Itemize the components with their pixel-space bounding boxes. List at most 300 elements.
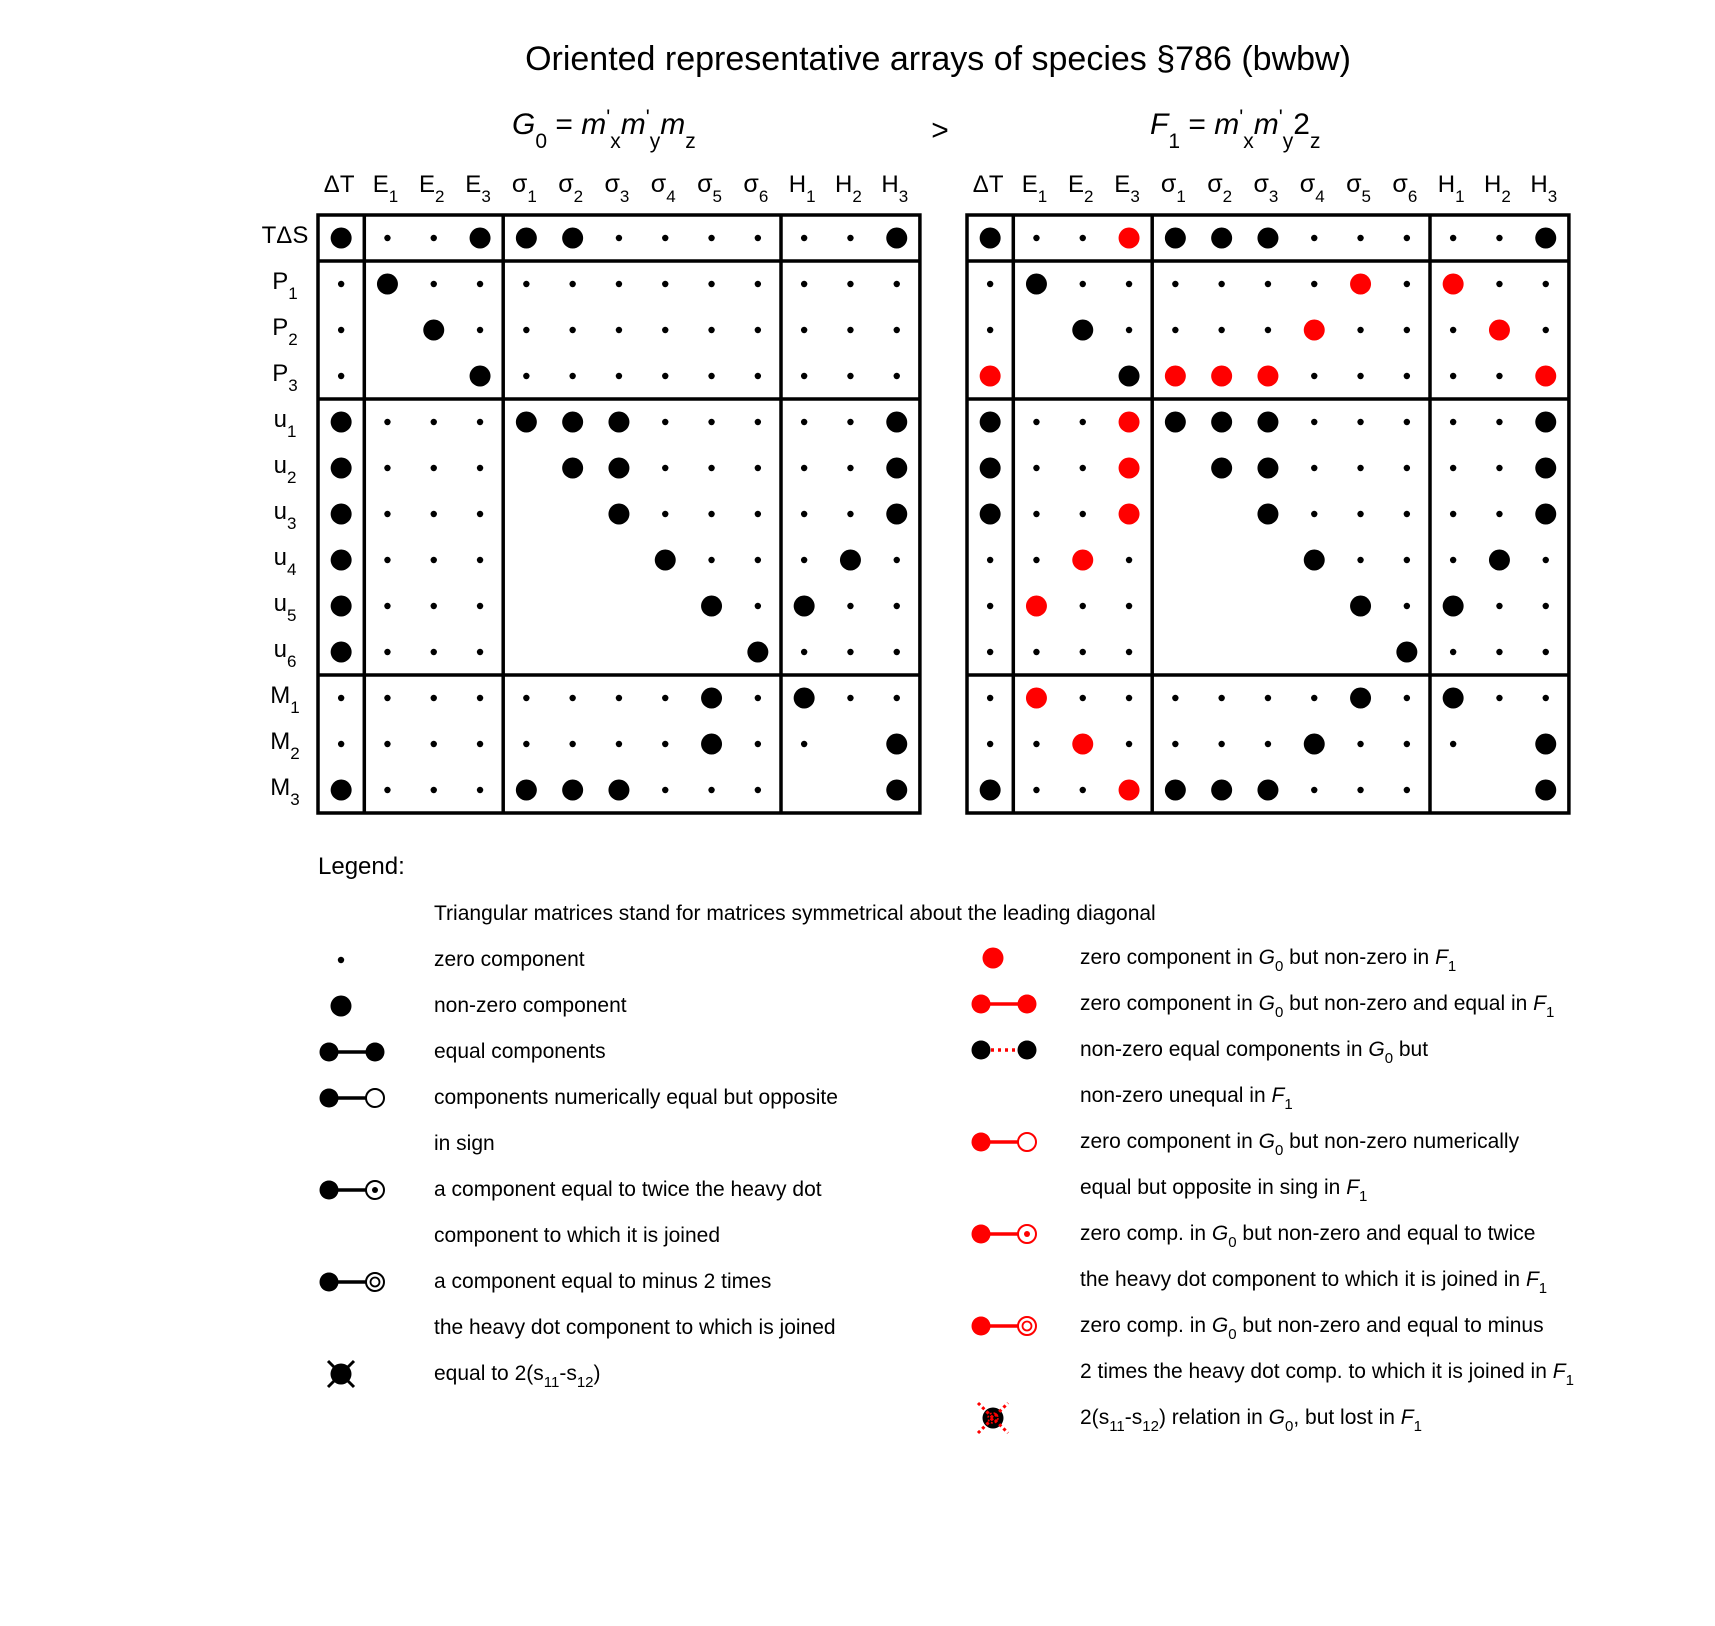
zero-component-dot [1080, 419, 1086, 425]
zero-component-dot [1496, 465, 1502, 471]
zero-component-dot [384, 695, 390, 701]
legend-symbol-dot [366, 1043, 385, 1062]
zero-component-dot [431, 787, 437, 793]
legend-symbol-dot [972, 1317, 991, 1336]
zero-component-dot [431, 695, 437, 701]
legend [318, 853, 1574, 1435]
nonzero-component-dot [980, 412, 1001, 433]
legend-symbol-open-dot [366, 1089, 384, 1107]
legend-symbol-minus-twice-pair [320, 1273, 385, 1292]
nonzero-component-dot [1443, 688, 1464, 709]
zero-component-dot [847, 281, 853, 287]
nonzero-component-dot [886, 412, 907, 433]
zero-component-dot [1080, 511, 1086, 517]
legend-item-text: a component equal to minus 2 times [434, 1270, 772, 1293]
nonzero-component-dot [886, 734, 907, 755]
nonzero-component-dot [886, 780, 907, 801]
zero-component-dot [987, 327, 993, 333]
zero-component-dot [1404, 373, 1410, 379]
zero-component-dot [708, 419, 714, 425]
nonzero-component-dot [331, 412, 352, 433]
zero-component-dot [569, 695, 575, 701]
legend-symbol-red-opposite-pair [972, 1133, 1037, 1152]
zero-component-dot [477, 511, 483, 517]
row-header-u3: $u_3$ [273, 498, 297, 533]
zero-component-dot [662, 465, 668, 471]
zero-component-dot [1080, 649, 1086, 655]
zero-component-dot [1543, 603, 1549, 609]
nonzero-component-dot [1489, 550, 1510, 571]
zero-component-dot [1450, 465, 1456, 471]
nonzero-component-dot [794, 596, 815, 617]
legend-item-text: non-zero component [434, 994, 627, 1017]
zero-component-dot [523, 281, 529, 287]
column-header-H2: $H_2$ [835, 171, 862, 206]
zero-component-dot [1218, 281, 1224, 287]
zero-component-dot [1450, 741, 1456, 747]
new-nonzero-component-dot [1119, 780, 1140, 801]
left-group-formula [512, 106, 696, 153]
nonzero-component-dot [331, 458, 352, 479]
zero-component-dot [1080, 235, 1086, 241]
zero-component-dot [662, 235, 668, 241]
zero-component-dot [384, 649, 390, 655]
formula-text: $F_1 = m'_xm'_y2_z$ [1150, 106, 1321, 153]
nonzero-component-dot [1535, 412, 1556, 433]
row-header-P3: $P_3$ [272, 360, 298, 395]
nonzero-component-dot [980, 458, 1001, 479]
nonzero-component-dot [1535, 458, 1556, 479]
column-header-E3: $E_3$ [1114, 171, 1140, 206]
zero-component-dot [708, 327, 714, 333]
zero-component-dot [1172, 281, 1178, 287]
zero-component-dot [1496, 695, 1502, 701]
column-header-σ6: $\sigma_6$ [1392, 170, 1418, 206]
row-header-M1: $M_1$ [270, 682, 300, 717]
zero-component-dot [431, 465, 437, 471]
zero-component-dot [662, 695, 668, 701]
nonzero-component-dot [608, 458, 629, 479]
nonzero-component-dot [1535, 504, 1556, 525]
legend-item-text: the heavy dot component to which is joined [434, 1316, 836, 1339]
legend-symbol-broken-pair [972, 1041, 1037, 1060]
column-header-σ2: $\sigma_2$ [558, 170, 584, 206]
legend-item-text: non-zero unequal in $F_1$ [1080, 1084, 1293, 1113]
row-header-M3: $M_3$ [270, 774, 300, 809]
zero-component-dot [847, 465, 853, 471]
row-header-u5: $u_5$ [273, 590, 297, 625]
zero-component-dot [1404, 557, 1410, 563]
zero-component-dot [894, 281, 900, 287]
nonzero-component-dot [562, 412, 583, 433]
legend-item-text: equal but opposite in sing in $F_1$ [1080, 1176, 1368, 1205]
zero-component-dot [987, 281, 993, 287]
zero-component-dot [1543, 281, 1549, 287]
zero-component-dot [1404, 603, 1410, 609]
zero-component-dot [431, 649, 437, 655]
zero-component-dot [1450, 511, 1456, 517]
zero-component-dot [1357, 465, 1363, 471]
column-header-σ4: $\sigma_4$ [1299, 170, 1325, 206]
zero-component-dot [1126, 281, 1132, 287]
zero-component-dot [338, 373, 344, 379]
nonzero-component-dot [1396, 642, 1417, 663]
zero-component-dot [1357, 419, 1363, 425]
zero-component-dot [1172, 327, 1178, 333]
nonzero-component-dot [1443, 596, 1464, 617]
legend-symbol-open-dot [1018, 1133, 1036, 1151]
zero-component-dot [662, 281, 668, 287]
zero-component-dot [1450, 419, 1456, 425]
new-nonzero-component-dot [1535, 366, 1556, 387]
nonzero-component-dot [377, 274, 398, 295]
zero-component-dot [1496, 649, 1502, 655]
nonzero-component-dot [516, 780, 537, 801]
legend-item-text: $2(s_{11}-s_{12})$ relation in $G_0$, but lost in $F_1$ [1080, 1406, 1422, 1435]
legend-symbol-center-dot [1024, 1231, 1030, 1237]
column-header-σ1: $\sigma_1$ [1160, 170, 1186, 206]
zero-component-dot [1218, 327, 1224, 333]
legend-symbol-dot [320, 1043, 339, 1062]
zero-component-dot [1496, 281, 1502, 287]
column-header-E1: $E_1$ [372, 171, 399, 206]
column-header-σ2: $\sigma_2$ [1207, 170, 1233, 206]
legend-symbol-open-dot [1018, 1317, 1036, 1335]
zero-component-dot [847, 235, 853, 241]
zero-component-dot [1404, 695, 1410, 701]
zero-component-dot [1496, 235, 1502, 241]
legend-symbol-dot [320, 1273, 339, 1292]
nonzero-component-dot [470, 228, 491, 249]
zero-component-dot [1450, 235, 1456, 241]
zero-component-dot [801, 649, 807, 655]
legend-symbol-dot [972, 1225, 991, 1244]
zero-component-dot [1404, 327, 1410, 333]
nonzero-component-dot [701, 734, 722, 755]
zero-component-dot [477, 649, 483, 655]
zero-component-dot [801, 281, 807, 287]
legend-symbol-dot [320, 1089, 339, 1108]
zero-component-dot [755, 603, 761, 609]
zero-component-dot [1033, 649, 1039, 655]
zero-component-dot [847, 511, 853, 517]
zero-component-dot [1496, 419, 1502, 425]
zero-component-dot [384, 603, 390, 609]
zero-component-dot [523, 327, 529, 333]
zero-component-dot [1126, 695, 1132, 701]
row-header-u4: $u_4$ [273, 544, 297, 579]
nonzero-component-dot [1072, 320, 1093, 341]
zero-component-dot [1033, 465, 1039, 471]
zero-component-dot [801, 511, 807, 517]
column-header-σ3: $\sigma_3$ [1253, 170, 1279, 206]
zero-component-dot [569, 741, 575, 747]
zero-component-dot [1450, 649, 1456, 655]
zero-component-dot [1543, 649, 1549, 655]
nonzero-component-dot [1304, 550, 1325, 571]
nonzero-component-dot [655, 550, 676, 571]
zero-component-dot [1172, 695, 1178, 701]
zero-component-dot [431, 235, 437, 241]
legend-symbol-dot [972, 995, 991, 1014]
zero-component-dot [1126, 603, 1132, 609]
zero-component-dot [708, 235, 714, 241]
zero-component-dot [755, 327, 761, 333]
row-header-P1: $P_1$ [272, 268, 298, 303]
nonzero-component-dot [840, 550, 861, 571]
nonzero-component-dot [1211, 228, 1232, 249]
zero-component-dot [523, 741, 529, 747]
new-nonzero-component-dot [1026, 596, 1047, 617]
zero-component-dot [1126, 557, 1132, 563]
nonzero-component-dot [516, 228, 537, 249]
nonzero-component-dot [1211, 458, 1232, 479]
zero-component-dot [338, 327, 344, 333]
nonzero-component-dot [1165, 412, 1186, 433]
zero-component-dot [384, 511, 390, 517]
new-nonzero-component-dot [1072, 550, 1093, 571]
formula-text: $G_0 = m'_xm'_ym_z$ [512, 106, 696, 153]
row-header-M2: $M_2$ [270, 728, 300, 763]
zero-component-dot [616, 373, 622, 379]
nonzero-component-dot [331, 780, 352, 801]
zero-component-dot [1311, 787, 1317, 793]
zero-component-dot [431, 281, 437, 287]
nonzero-component-dot [980, 504, 1001, 525]
nonzero-component-dot [470, 366, 491, 387]
zero-component-dot [755, 787, 761, 793]
legend-symbol-dot [983, 948, 1004, 969]
column-header-dT: ΔT [323, 171, 355, 198]
legend-symbol-dot [972, 1041, 991, 1060]
column-header-E2: $E_2$ [1068, 171, 1094, 206]
legend-item-text: zero comp. in $G_0$ but non-zero and equal to twice [1080, 1222, 1536, 1251]
legend-item-text: equal components [434, 1040, 606, 1063]
zero-component-dot [1172, 741, 1178, 747]
nonzero-component-dot [1165, 228, 1186, 249]
zero-component-dot [477, 465, 483, 471]
zero-component-dot [755, 511, 761, 517]
zero-component-dot [431, 557, 437, 563]
zero-component-dot [894, 373, 900, 379]
zero-component-dot [616, 741, 622, 747]
zero-component-dot [847, 373, 853, 379]
column-header-H1: $H_1$ [788, 171, 816, 206]
new-nonzero-component-dot [1489, 320, 1510, 341]
zero-component-dot [662, 419, 668, 425]
zero-component-dot [801, 465, 807, 471]
zero-component-dot [384, 787, 390, 793]
zero-component-dot [384, 419, 390, 425]
zero-component-dot [1404, 419, 1410, 425]
zero-component-dot [616, 327, 622, 333]
column-header-H3: $H_3$ [881, 171, 909, 206]
zero-component-dot [477, 327, 483, 333]
zero-component-dot [1311, 281, 1317, 287]
zero-component-dot [569, 281, 575, 287]
zero-component-dot [894, 695, 900, 701]
zero-component-dot [1265, 327, 1271, 333]
nonzero-component-dot [701, 596, 722, 617]
zero-component-dot [1080, 281, 1086, 287]
new-nonzero-component-dot [1119, 504, 1140, 525]
nonzero-component-dot [886, 228, 907, 249]
zero-component-dot [894, 327, 900, 333]
zero-component-dot [1265, 695, 1271, 701]
nonzero-component-dot [1535, 780, 1556, 801]
nonzero-component-dot [562, 228, 583, 249]
nonzero-component-dot [1257, 504, 1278, 525]
zero-component-dot [1311, 235, 1317, 241]
legend-symbol-red-dot [983, 948, 1004, 969]
legend-symbol-center-dot [372, 1187, 378, 1193]
legend-symbol-open-dot [366, 1273, 384, 1291]
zero-component-dot [1404, 511, 1410, 517]
zero-component-dot [708, 787, 714, 793]
nonzero-component-dot [980, 228, 1001, 249]
column-header-σ5: $\sigma_5$ [1346, 170, 1372, 206]
nonzero-component-dot [1257, 458, 1278, 479]
new-nonzero-component-dot [1257, 366, 1278, 387]
zero-component-dot [987, 649, 993, 655]
legend-item-text: zero component in $G_0$ but non-zero numerically [1080, 1130, 1520, 1159]
legend-symbol-red-minus-twice-pair [972, 1317, 1037, 1336]
zero-component-dot [1080, 603, 1086, 609]
zero-component-dot [1080, 465, 1086, 471]
zero-component-dot [616, 281, 622, 287]
zero-component-dot [1033, 511, 1039, 517]
column-header-H2: $H_2$ [1484, 171, 1511, 206]
zero-component-dot [338, 695, 344, 701]
zero-component-dot [755, 373, 761, 379]
zero-component-dot [431, 603, 437, 609]
zero-component-dot [1218, 695, 1224, 701]
nonzero-component-dot [331, 596, 352, 617]
column-header-H3: $H_3$ [1530, 171, 1558, 206]
nonzero-component-dot [331, 504, 352, 525]
zero-component-dot [1543, 695, 1549, 701]
zero-component-dot [477, 419, 483, 425]
row-header-u6: $u_6$ [273, 636, 297, 671]
legend-item-text: zero component [434, 948, 585, 971]
nonzero-component-dot [1257, 412, 1278, 433]
nonzero-component-dot [1211, 412, 1232, 433]
nonzero-component-dot [331, 550, 352, 571]
zero-component-dot [1357, 557, 1363, 563]
legend-symbol-dot [331, 996, 352, 1017]
nonzero-component-dot [331, 228, 352, 249]
new-nonzero-component-dot [1350, 274, 1371, 295]
zero-component-dot [523, 373, 529, 379]
zero-component-dot [662, 327, 668, 333]
column-header-σ6: $\sigma_6$ [743, 170, 769, 206]
zero-component-dot [1404, 465, 1410, 471]
legend-heading: Legend: [318, 853, 405, 880]
zero-component-dot [1543, 327, 1549, 333]
nonzero-component-dot [1535, 734, 1556, 755]
column-header-σ1: $\sigma_1$ [511, 170, 537, 206]
row-header-TdS: TΔS [261, 222, 309, 249]
zero-component-dot [847, 695, 853, 701]
nonzero-component-dot [886, 458, 907, 479]
legend-symbol-crossed-dot-lost [978, 1403, 1008, 1433]
zero-component-dot [616, 695, 622, 701]
zero-component-dot [847, 327, 853, 333]
new-nonzero-component-dot [1119, 228, 1140, 249]
zero-component-dot [431, 741, 437, 747]
zero-component-dot [477, 787, 483, 793]
zero-component-dot [801, 557, 807, 563]
zero-component-dot [662, 511, 668, 517]
legend-item-text: a component equal to twice the heavy dot [434, 1178, 822, 1201]
zero-component-dot [1265, 281, 1271, 287]
zero-component-dot [477, 603, 483, 609]
nonzero-component-dot [701, 688, 722, 709]
zero-component-dot [847, 419, 853, 425]
zero-component-dot [1357, 741, 1363, 747]
nonzero-component-dot [1257, 228, 1278, 249]
zero-component-dot [1496, 373, 1502, 379]
zero-component-dot [662, 741, 668, 747]
nonzero-component-dot [1257, 780, 1278, 801]
zero-component-dot [1357, 511, 1363, 517]
zero-component-dot [755, 235, 761, 241]
zero-component-dot [847, 649, 853, 655]
zero-component-dot [708, 373, 714, 379]
zero-component-dot [431, 419, 437, 425]
legend-symbol-dot [338, 957, 344, 963]
zero-component-dot [338, 741, 344, 747]
legend-symbol-crossed-dot [328, 1361, 354, 1387]
zero-component-dot [477, 557, 483, 563]
zero-component-dot [708, 281, 714, 287]
zero-component-dot [431, 511, 437, 517]
zero-component-dot [1080, 695, 1086, 701]
zero-component-dot [1450, 557, 1456, 563]
legend-item-text: zero component in $G_0$ but non-zero and equal in $F_1$ [1080, 992, 1555, 1021]
zero-component-dot [477, 695, 483, 701]
legend-item-text: component to which it is joined [434, 1224, 720, 1247]
row-header-u1: $u_1$ [273, 406, 297, 441]
zero-component-dot [1033, 787, 1039, 793]
zero-component-dot [801, 741, 807, 747]
zero-component-dot [384, 741, 390, 747]
column-header-σ4: $\sigma_4$ [650, 170, 676, 206]
zero-component-dot [1543, 557, 1549, 563]
group-relation-symbol: > [931, 114, 949, 147]
zero-component-dot [1311, 695, 1317, 701]
zero-component-dot [755, 557, 761, 563]
zero-component-dot [1218, 741, 1224, 747]
legend-item-text: components numerically equal but opposite [434, 1086, 838, 1109]
zero-component-dot [477, 281, 483, 287]
nonzero-component-dot [331, 642, 352, 663]
zero-component-dot [801, 235, 807, 241]
nonzero-component-dot [794, 688, 815, 709]
zero-component-dot [755, 695, 761, 701]
zero-component-dot [338, 281, 344, 287]
zero-component-dot [523, 695, 529, 701]
zero-component-dot [1126, 327, 1132, 333]
zero-component-dot [1033, 419, 1039, 425]
column-header-dT: ΔT [972, 171, 1004, 198]
new-nonzero-component-dot [980, 366, 1001, 387]
nonzero-component-dot [1304, 734, 1325, 755]
zero-component-dot [755, 281, 761, 287]
zero-component-dot [987, 603, 993, 609]
legend-item-text: 2 times the heavy dot comp. to which it is joined in $F_1$ [1080, 1360, 1574, 1389]
legend-symbol-dot [1018, 995, 1037, 1014]
